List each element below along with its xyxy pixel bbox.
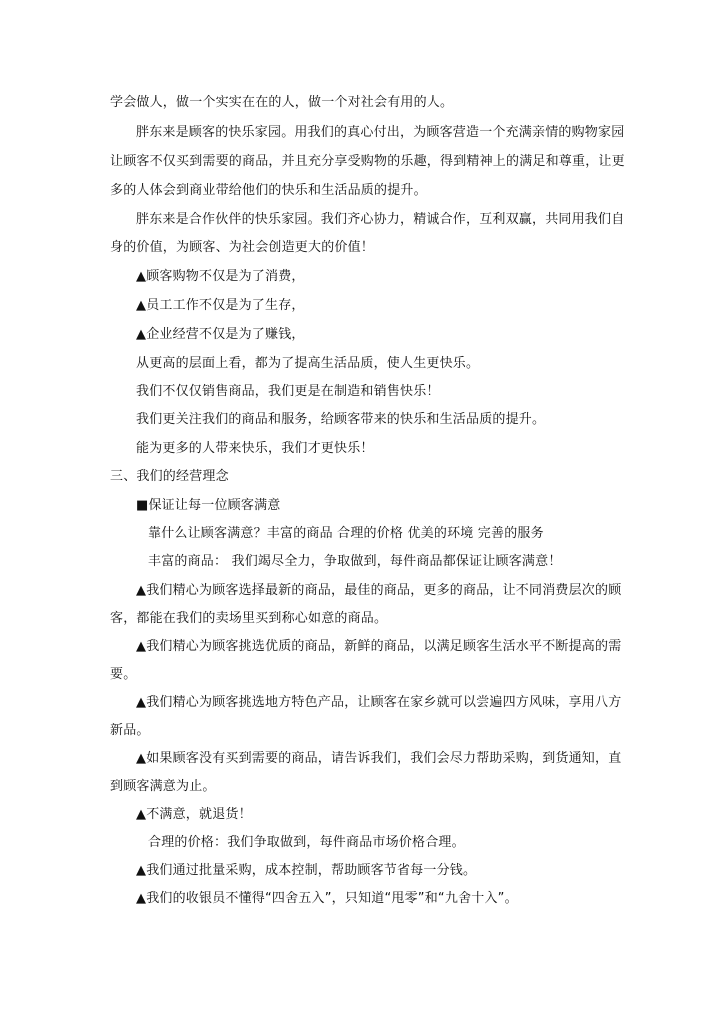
section-heading: 三、我们的经营理念 bbox=[110, 469, 229, 484]
bullet-line: ▲我们通过批量采购，成本控制，帮助顾客节省每一分钱。 bbox=[136, 863, 477, 878]
text-line: 我们不仅仅销售商品，我们更是在制造和销售快乐！ bbox=[136, 384, 440, 399]
text-line: 要。 bbox=[110, 667, 137, 682]
bullet-line: ▲企业经营不仅是为了赚钱， bbox=[136, 327, 305, 342]
text-line: 能为更多的人带来快乐，我们才更快乐！ bbox=[136, 441, 374, 456]
bullet-line: ▲我们的收银员不懂得“四舍五入”，只知道“甩零”和“九舍十入”。 bbox=[136, 891, 518, 906]
text-line: 丰富的商品： 我们竭尽全力，争取做到，每件商品都保证让顾客满意！ bbox=[148, 554, 562, 569]
bullet-line: ▲我们精心为顾客挑选优质的商品，新鲜的商品，以满足顾客生活水平不断提高的需 bbox=[136, 639, 622, 654]
text-line: 胖东来是合作伙伴的快乐家园。我们齐心协力，精诚合作，互利双赢，共同用我们自 bbox=[136, 212, 625, 227]
text-line: 让顾客不仅买到需要的商品，并且充分享受购物的乐趣，得到精神上的满足和尊重，让更 bbox=[110, 154, 625, 169]
bullet-line: ▲我们精心为顾客挑选地方特色产品，让顾客在家乡就可以尝遍四方风味，享用八方 bbox=[136, 695, 622, 710]
text-line: 我们更关注我们的商品和服务，给顾客带来的快乐和生活品质的提升。 bbox=[136, 412, 546, 427]
text-line: 合理的价格：我们争取做到，每件商品市场价格合理。 bbox=[148, 835, 465, 850]
text-line: 学会做人，做一个实实在在的人，做一个对社会有用的人。 bbox=[110, 95, 454, 110]
bullet-line: ▲不满意，就退货！ bbox=[136, 807, 252, 822]
text-line: 身的价值，为顾客、为社会创造更大的价值！ bbox=[110, 240, 375, 255]
text-line: 胖东来是顾客的快乐家园。用我们的真心付出，为顾客营造一个充满亲情的购物家园 bbox=[136, 125, 625, 140]
text-line: 客，都能在我们的卖场里买到称心如意的商品。 bbox=[110, 611, 388, 626]
text-line: 从更高的层面上看，都为了提高生活品质，使人生更快乐。 bbox=[136, 356, 480, 371]
text-line: 多的人体会到商业带给他们的快乐和生活品质的提升。 bbox=[110, 183, 427, 198]
text-line: 到顾客满意为止。 bbox=[110, 779, 216, 794]
subheading-line: ■保证让每一位顾客满意 bbox=[136, 498, 281, 513]
text-line: 新品。 bbox=[110, 723, 150, 738]
bullet-line: ▲员工工作不仅是为了生存， bbox=[136, 298, 305, 313]
text-line: 靠什么让顾客满意？丰富的商品 合理的价格 优美的环境 完善的服务 bbox=[148, 526, 544, 541]
bullet-line: ▲顾客购物不仅是为了消费， bbox=[136, 269, 305, 284]
bullet-line: ▲如果顾客没有买到需要的商品，请告诉我们，我们会尽力帮助采购，到货通知，直 bbox=[136, 751, 622, 766]
bullet-line: ▲我们精心为顾客选择最新的商品，最佳的商品，更多的商品，让不同消费层次的顾 bbox=[136, 583, 622, 598]
